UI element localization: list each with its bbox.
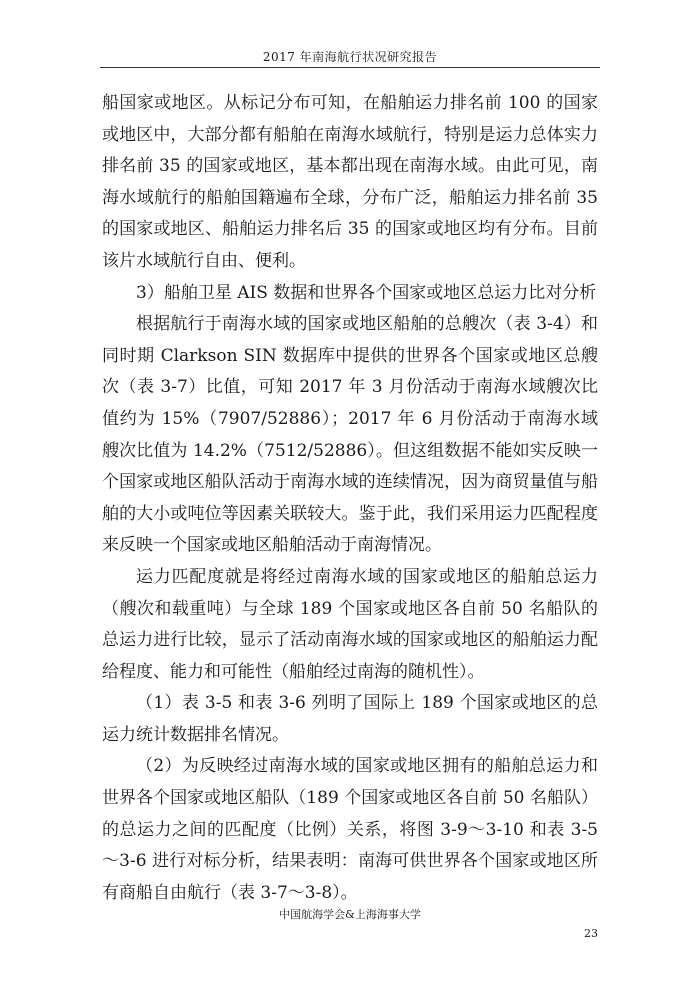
paragraph-1: 船国家或地区。从标记分布可知，在船舶运力排名前 100 的国家或地区中，大部分都有船舶在南海水域航行，特别是运力总体实力排名前 35 的国家或地区，基本都出现在南海水域。由此可见，南海水域航行的船舶国籍遍布全球，分布广泛，船舶运力排名前 35 的国家或地区、船舶运力排名后 35 的国家或地区均有分布。目前该片水域航行自由、便利。	[102, 93, 598, 271]
paragraph-2: 根据航行于南海水域的国家或地区船舶的总艘次（表 3-4）和同时期 Clarkson SIN 数据库中提供的世界各个国家或地区总艘次（表 3-7）比值，可知 2017 年 3 月份活动于南海水域艘次比值约为 15%（7907/52886）；2017 年 6 月份活动于南海水域艘次比值为 14.2%（7512/52886）。但这组数据不能如实反映一个国家或地区船队活动于南海水域的连续情况，因为商贸量值与船舶的大小或吨位等因素关联较大。鉴于此，我们采用运力匹配程度来反映一个国家或地区船舶活动于南海情况。	[102, 314, 598, 556]
document-body	[102, 88, 598, 909]
paragraph-4: （1）表 3-5 和表 3-6 列明了国际上 189 个国家或地区的总运力统计数据排名情况。	[102, 693, 598, 745]
page-number: 23	[584, 927, 598, 940]
page-header: 2017 年南海航行状况研究报告	[262, 50, 438, 64]
section-heading: 3）船舶卫星 AIS 数据和世界各个国家或地区总运力比对分析	[136, 282, 597, 303]
header-rule	[100, 67, 600, 68]
paragraph-3: 运力匹配度就是将经过南海水域的国家或地区的船舶总运力（艘次和载重吨）与全球 189 个国家或地区各自前 50 名船队的总运力进行比较，显示了活动南海水域的国家或地区的船舶运力配给程度、能力和可能性（船舶经过南海的随机性）。	[102, 566, 598, 682]
page-footer: 中国航海学会&上海海事大学	[279, 908, 421, 921]
paragraph-5: （2）为反映经过南海水域的国家或地区拥有的船舶总运力和世界各个国家或地区船队（189 个国家或地区各自前 50 名船队）的总运力之间的匹配度（比例）关系，将图 3-9～3-10 和表 3-5～3-6 进行对标分析，结果表明：南海可供世界各个国家或地区所有商船自由航行（表 3-7～3-8）。	[102, 756, 598, 903]
